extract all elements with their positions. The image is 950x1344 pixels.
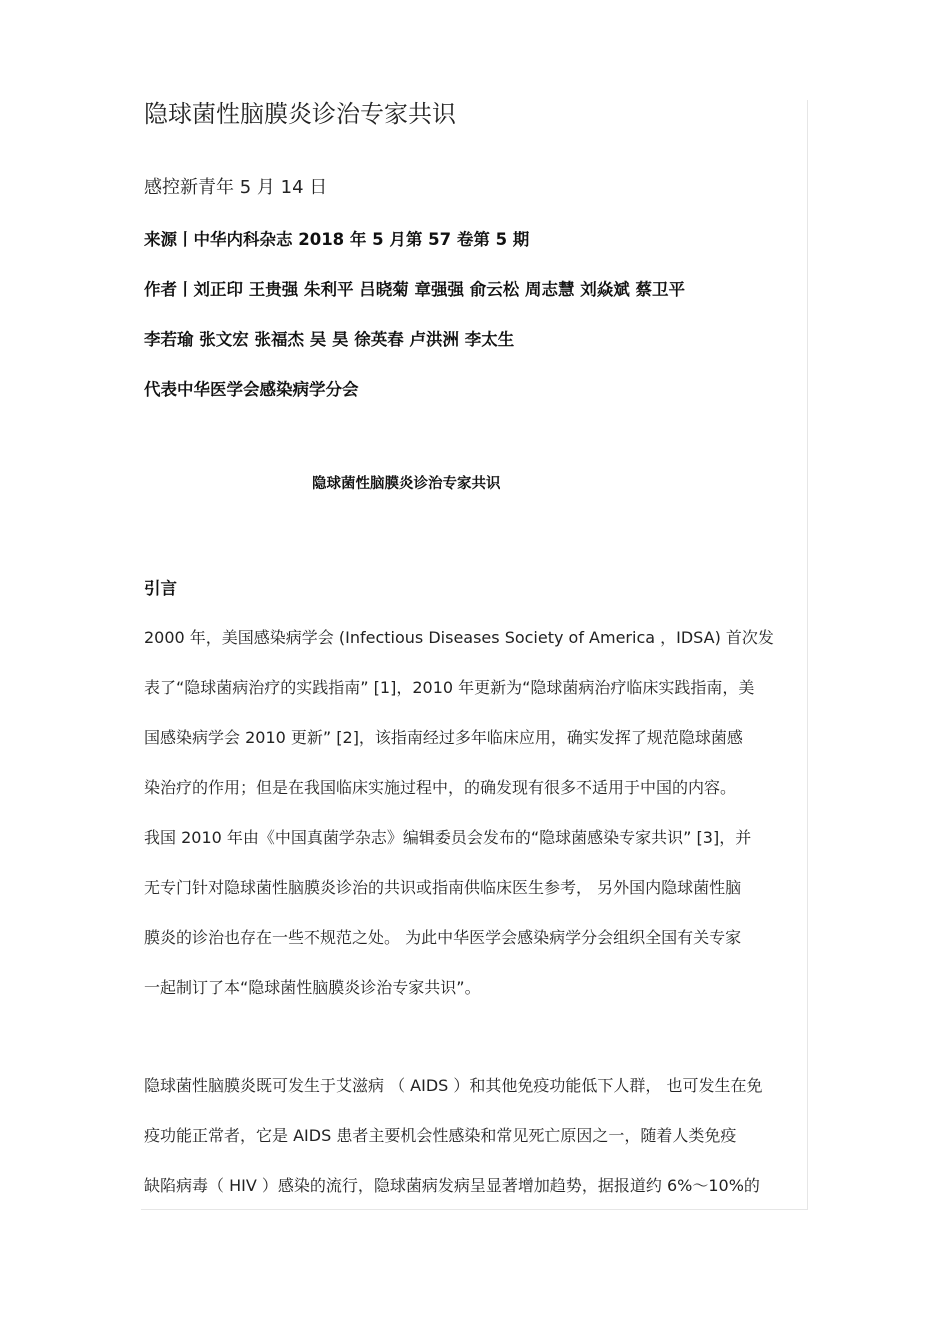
paragraph-line: 缺陷病毒（ HIV ）感染的流行，隐球菌病发病呈显著增加趋势，据报道约 6%～10%的	[144, 1176, 760, 1195]
article-title: 隐球菌性脑膜炎诊治专家共识	[144, 100, 456, 128]
paragraph-line: 2000 年，美国感染病学会 (Infectious Diseases Society of America ，IDSA) 首次发	[144, 628, 774, 647]
publisher-line: 感控新青年 5 月 14 日	[144, 177, 328, 198]
paragraph-line: 隐球菌性脑膜炎既可发生于艾滋病 （ AIDS ）和其他免疫功能低下人群， 也可发生在免	[144, 1076, 763, 1095]
paragraph-line: 疫功能正常者，它是 AIDS 患者主要机会性感染和常见死亡原因之一，随着人类免疫	[144, 1126, 737, 1145]
paragraph-line: 表了“隐球菌病治疗的实践指南” [1]，2010 年更新为“隐球菌病治疗临床实践指南，美	[144, 678, 755, 697]
paragraph-line: 染治疗的作用；但是在我国临床实施过程中，的确发现有很多不适用于中国的内容。	[144, 778, 737, 797]
representing-line: 代表中华医学会感染病学分会	[144, 380, 359, 399]
source-line: 来源丨中华内科杂志 2018 年 5 月第 57 卷第 5 期	[144, 230, 530, 249]
centered-title: 隐球菌性脑膜炎诊治专家共识	[312, 476, 501, 492]
section-heading-introduction: 引言	[144, 579, 177, 598]
paragraph-line: 我国 2010 年由《中国真菌学杂志》编辑委员会发布的“隐球菌感染专家共识” [3]，并	[144, 828, 752, 847]
paragraph-line: 膜炎的诊治也存在一些不规范之处。 为此中华医学会感染病学分会组织全国有关专家	[144, 928, 742, 947]
paragraph-line: 无专门针对隐球菌性脑膜炎诊治的共识或指南供临床医生参考， 另外国内隐球菌性脑	[144, 878, 742, 897]
paragraph-line: 国感染病学会 2010 更新” [2]，该指南经过多年临床应用，确实发挥了规范隐球菌感	[144, 728, 743, 747]
paragraph	[144, 1061, 806, 1211]
authors-line-1: 作者丨刘正印 王贵强 朱利平 吕晓菊 章强强 俞云松 周志慧 刘焱斌 蔡卫平	[144, 280, 685, 299]
paragraph-line: 一起制订了本“隐球菌性脑膜炎诊治专家共识”。	[144, 978, 481, 997]
paragraph	[144, 613, 806, 813]
authors-line-2: 李若瑜 张文宏 张福杰 吴 昊 徐英春 卢洪洲 李太生	[144, 330, 515, 349]
paragraph	[144, 813, 806, 1013]
